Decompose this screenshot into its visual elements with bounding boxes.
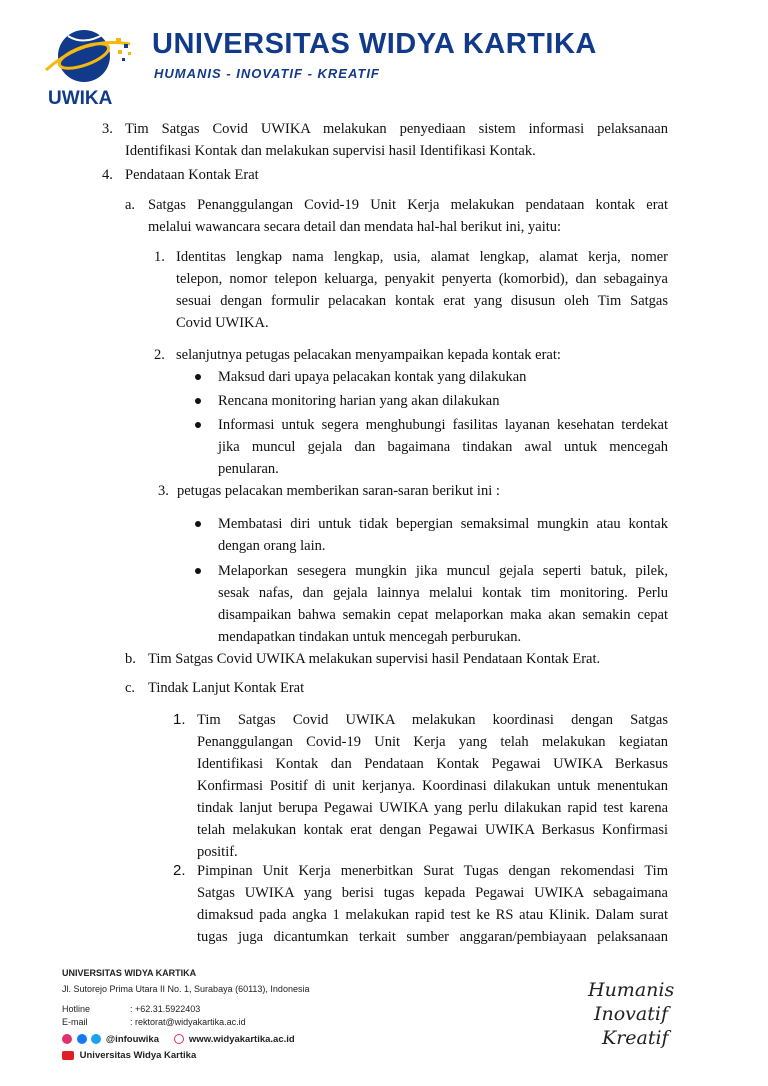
text-line: selanjutnya petugas pelacakan menyampaikan kepada kontak erat: xyxy=(176,347,561,363)
list-number: 4. xyxy=(102,167,113,183)
text-line: Identifikasi Kontak dan Pendataan Kontak Pegawai UWIKA Berkasus xyxy=(197,756,668,772)
footer-social-row xyxy=(62,1034,295,1045)
footer-hotline-label: Hotline xyxy=(62,1004,91,1014)
facebook-icon[interactable] xyxy=(77,1034,87,1044)
text-line: telepon, nomor telepon keluarga, penyakit penyerta (komorbid), dan sebagainya xyxy=(176,271,668,287)
text-line: Tindak Lanjut Kontak Erat xyxy=(148,680,305,696)
globe-icon xyxy=(174,1034,184,1044)
bullet-text: disampaikan bahwa semakin cepat melaporkan maka akan semakin cepat xyxy=(218,607,668,623)
bullet-text: Maksud dari upaya pelacakan kontak yang dilakukan xyxy=(218,369,527,385)
page-header xyxy=(0,0,768,110)
signature-line: Kreatif xyxy=(602,1027,669,1049)
text-line: melalui wawancara secara detail dan mendata hal-hal berikut ini, yaitu: xyxy=(148,219,562,235)
twitter-icon[interactable] xyxy=(91,1034,101,1044)
text-line: petugas pelacakan memberikan saran-saran berikut ini : xyxy=(177,483,500,499)
footer-university-name: UNIVERSITAS WIDYA KARTIKA xyxy=(62,968,197,978)
bullet-icon xyxy=(195,374,201,380)
bullet-icon xyxy=(195,422,201,428)
text-line: telah melakukan kontak erat dengan Pegawai UWIKA Berkasus Konfirmasi xyxy=(197,822,668,838)
list-letter: b. xyxy=(125,651,136,667)
text-line: Satgas UWIKA yang berisi tugas kepada Pegawai UWIKA sebagaimana xyxy=(197,885,668,901)
text-line: Konfirmasi Positif di unit kerjanya. Koordinasi dilakukan untuk menentukan xyxy=(197,778,668,794)
bullet-text: Informasi untuk segera menghubungi fasilitas layanan kesehatan terdekat xyxy=(218,417,668,433)
bullet-icon xyxy=(195,521,201,527)
footer-youtube-row xyxy=(62,1050,196,1061)
bullet-text: mendapatkan tindakan untuk mencegah perburukan. xyxy=(218,629,522,645)
list-number: 2. xyxy=(154,347,165,363)
text-line: Identitas lengkap nama lengkap, usia, alamat lengkap, alamat kerja, nomer xyxy=(176,249,668,265)
list-number: 3. xyxy=(102,121,113,137)
university-name: UNIVERSITAS WIDYA KARTIKA xyxy=(152,28,597,60)
footer-website[interactable]: www.widyakartika.ac.id xyxy=(188,1034,295,1045)
bullet-text: sesak nafas, dan gejala lainnya melalui kontak tim monitoring. Perlu xyxy=(218,585,668,601)
text-line: Tim Satgas Covid UWIKA melakukan penyediaan sistem informasi pelaksanaan xyxy=(125,121,668,137)
text-line: tugas juga dicantumkan terkait sumber anggaran/pembiayaan pelaksanaan xyxy=(197,929,668,945)
footer-email-value: : rektorat@widyakartika.ac.id xyxy=(130,1017,246,1027)
text-line: Pimpinan Unit Kerja menerbitkan Surat Tugas dengan rekomendasi Tim xyxy=(197,863,668,879)
text-line: Penanggulangan Covid-19 Unit Kerja yang telah melakukan kegiatan xyxy=(197,734,668,750)
text-line: Tim Satgas Covid UWIKA melakukan supervisi hasil Pendataan Kontak Erat. xyxy=(148,651,601,667)
list-letter: c. xyxy=(125,680,136,696)
bullet-text: Membatasi diri untuk tidak bepergian semaksimal mungkin atau kontak xyxy=(218,516,668,532)
text-line: Identifikasi Kontak dan melakukan supervisi hasil Identifikasi Kontak. xyxy=(125,143,536,159)
signature-line: Inovatif xyxy=(594,1003,668,1025)
text-line: positif. xyxy=(197,844,238,860)
bullet-text: Melaporkan sesegera mungkin jika muncul gejala seperti batuk, pilek, xyxy=(218,563,668,579)
tagline: HUMANIS - INOVATIF - KREATIF xyxy=(154,66,380,81)
text-line: Satgas Penanggulangan Covid-19 Unit Kerja melakukan pendataan kontak erat xyxy=(148,197,668,213)
instagram-icon[interactable] xyxy=(62,1034,72,1044)
bullet-icon xyxy=(195,568,201,574)
text-line: Tim Satgas Covid UWIKA melakukan koordinasi dengan Satgas xyxy=(197,712,668,728)
youtube-icon[interactable] xyxy=(62,1051,74,1060)
list-number: 1. xyxy=(154,249,165,265)
list-number: 1. xyxy=(173,711,186,728)
list-letter: a. xyxy=(125,197,136,213)
footer-youtube-name[interactable]: Universitas Widya Kartika xyxy=(79,1050,197,1061)
text-line: sesuai dengan formulir pelacakan kontak erat yang disusun oleh Tim Satgas xyxy=(176,293,668,309)
bullet-icon xyxy=(195,398,201,404)
section-title: Pendataan Kontak Erat xyxy=(125,167,259,183)
bullet-text: Rencana monitoring harian yang akan dilakukan xyxy=(218,393,500,409)
text-line: Covid UWIKA. xyxy=(176,315,269,331)
text-line: tindak lanjut berupa Pegawai UWIKA yang perlu dilakukan rapid test karena xyxy=(197,800,668,816)
footer-address: Jl. Sutorejo Prima Utara II No. 1, Surabaya (60113), Indonesia xyxy=(62,984,310,994)
footer-email-label: E-mail xyxy=(62,1017,88,1027)
signature-line: Humanis xyxy=(588,979,675,1001)
bullet-text: jika muncul gejala dan bagaimana tindakan awal untuk mencegah xyxy=(218,439,668,455)
bullet-text: dengan orang lain. xyxy=(218,538,326,554)
logo-text: UWIKA xyxy=(48,88,113,109)
bullet-text: penularan. xyxy=(218,461,279,477)
text-line: dimaksud pada angka 1 melakukan rapid test ke RS atau Klinik. Dalam surat xyxy=(197,907,668,923)
list-number: 2. xyxy=(173,862,186,879)
motto-signature xyxy=(588,978,698,1068)
footer-social-handle[interactable]: @infouwika xyxy=(105,1034,159,1045)
footer-hotline-value: : +62.31.5922403 xyxy=(130,1004,201,1014)
list-number: 3. xyxy=(158,483,169,499)
